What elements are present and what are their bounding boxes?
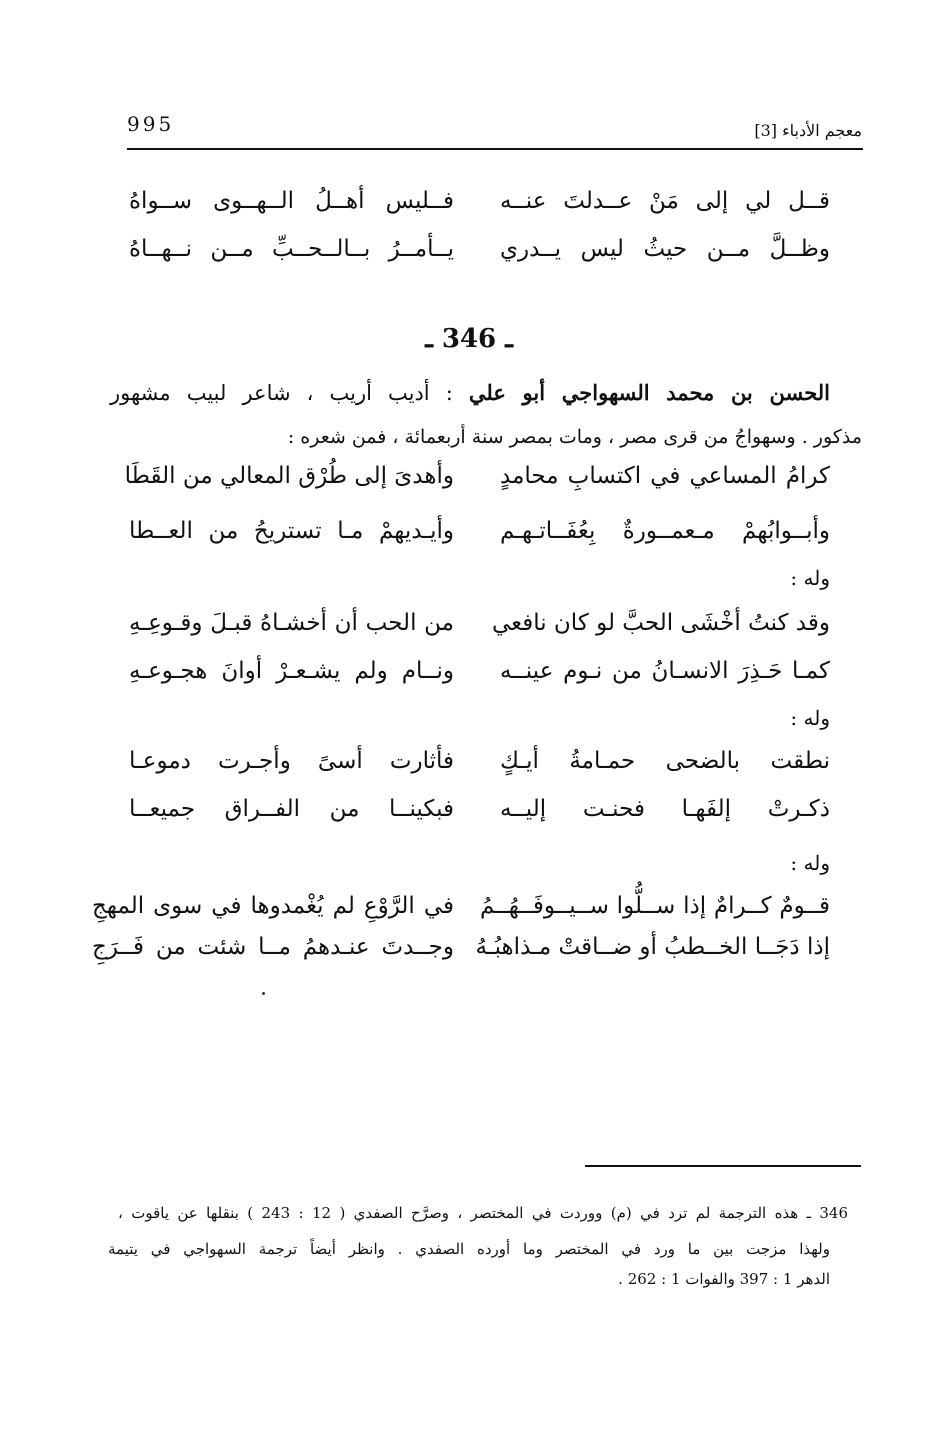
verse-hemistich-left: في الرَّوْعِ لم يُغْمدوها في سوى المهجِ bbox=[92, 893, 454, 919]
footnote-line: الدهر 1 : 397 والفوات 1 : 262 . bbox=[618, 1270, 830, 1288]
verse-hemistich-right: إذا دَجَــا الخــطبُ أو ضــاقتْ مـذاهبُـهُ bbox=[475, 934, 830, 960]
entry-intro-text: : أديب أريب ، شاعر لبيب مشهور bbox=[110, 381, 469, 405]
verse-hemistich-left: فــليس أهــلُ الــهــوى ســواهُ bbox=[129, 188, 454, 214]
footnote-rule bbox=[585, 1165, 861, 1167]
header-rule bbox=[127, 148, 863, 150]
verse-hemistich-right: كمـا حَـذِرَ الانسـانُ من نـوم عينــه bbox=[500, 658, 830, 684]
footnote-line: 346 ـ هذه الترجمة لم ترد في (م) ووردت في المختصر ، وصرَّح الصفدي ( 12 : 243 ) بنقلها عن ياقوت ، bbox=[118, 1204, 849, 1222]
page-number: 995 bbox=[127, 112, 175, 136]
verse-hemistich-right: كرامُ المساعي في اكتسابِ محامدٍ bbox=[500, 463, 830, 489]
verse-hemistich-right: وظــلَّ مــن حيثُ ليس يــدري bbox=[500, 236, 830, 262]
verse-hemistich-right: وأبــوابُهمْ مـعمــورةٌ بِعُفَــاتـهـم bbox=[500, 518, 830, 544]
entry-intro-line bbox=[110, 380, 830, 405]
poem-label: وله : bbox=[790, 851, 830, 875]
poem-label: وله : bbox=[790, 566, 830, 590]
verse-hemistich-right: ذكـرتْ إلفَهـا فحنـت إليــه bbox=[500, 796, 830, 822]
verse-hemistich-right: قــومٌ كــرامٌ إذا ســلُّوا ســيــوفَــهُــمُ bbox=[480, 893, 830, 919]
stray-dot bbox=[262, 992, 265, 995]
poem-label: وله : bbox=[790, 706, 830, 730]
verse-hemistich-left: فأثارت أسىً وأجـرت دموعـا bbox=[129, 748, 454, 774]
verse-hemistich-right: نطقت بالضحى حمـامةُ أيـكٍ bbox=[500, 748, 830, 774]
running-head: معجم الأدباء [3] bbox=[754, 121, 862, 140]
footnote-line: ولهذا مزجت بين ما ورد في المختصر وما أورده الصفدي . وانظر أيضاً ترجمة السهواجي في يتيمة bbox=[108, 1240, 830, 1258]
entry-name: الحسن بن محمد السهواجي أبو علي bbox=[468, 380, 830, 405]
verse-hemistich-left: ونــام ولم يشـعـرْ أوانَ هجـوعـهِ bbox=[129, 658, 454, 684]
verse-hemistich-right: قــل لي إلى مَنْ عــدلتَ عنــه bbox=[500, 188, 830, 214]
entry-number: ـ 346 ـ bbox=[425, 324, 513, 354]
verse-hemistich-left: فبكينــا من الفــراق جميعــا bbox=[129, 796, 454, 822]
verse-hemistich-left: يــأمــرُ بــالــحــبِّ مــن نــهــاهُ bbox=[129, 236, 454, 262]
verse-hemistich-left: وجــدتَ عنـدهمُ مــا شئت من فَــرَجِ bbox=[92, 934, 454, 960]
verse-hemistich-right: وقد كنتُ أخْشَى الحبَّ لو كان نافعي bbox=[491, 610, 830, 636]
entry-intro-line-2: مذكور . وسهواجُ من قرى مصر ، ومات بمصر سنة أربعمائة ، فمن شعره : bbox=[287, 426, 862, 448]
verse-hemistich-left: وأهدىَ إلى طُرْق المعالي من القَطَا bbox=[124, 463, 454, 489]
verse-hemistich-left: وأيـديهمْ مـا تستريحُ من العــطا bbox=[129, 518, 454, 544]
verse-hemistich-left: من الحب أن أخشـاهُ قبـلَ وقـوعِـهِ bbox=[129, 610, 454, 636]
